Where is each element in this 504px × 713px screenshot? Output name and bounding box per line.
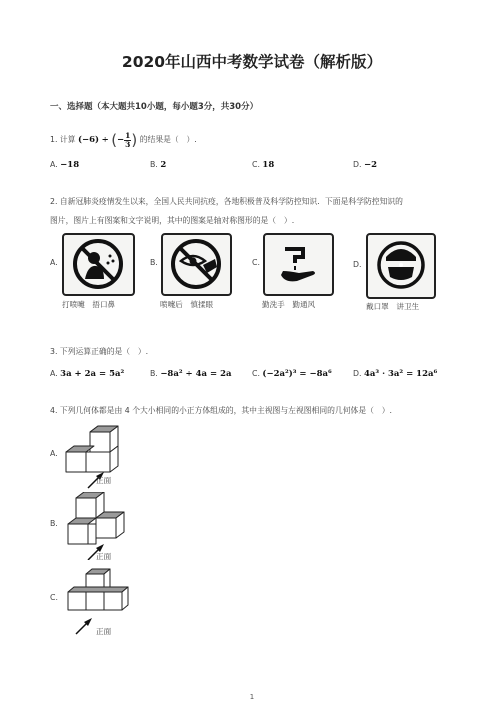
option-value: −18: [60, 160, 80, 170]
q4-front-label-c: 正面: [96, 627, 112, 636]
q2-caption-b: 喷嚏后 慎揉眼: [160, 300, 214, 309]
q1-option-c[interactable]: [252, 160, 274, 170]
q2-option-b-letter[interactable]: B.: [150, 258, 158, 267]
option-letter: C.: [252, 160, 260, 169]
wash-hands-sign: [263, 233, 334, 296]
option-value: 2: [160, 160, 167, 170]
section-heading: 一、选择题（本大题共10小题，每小题3分，共30分）: [50, 102, 259, 112]
hand-washing-icon: [265, 235, 332, 294]
q4-option-a-letter[interactable]: A.: [50, 449, 58, 458]
cube-figure-b[interactable]: [62, 492, 132, 560]
q1-expr-a: (−6): [78, 135, 100, 145]
q3-option-d[interactable]: [353, 369, 437, 379]
no-eye-rub-icon: [163, 235, 230, 294]
q2-option-d-letter[interactable]: D.: [353, 260, 362, 269]
option-value: −2: [363, 160, 378, 170]
q1-prefix: 1. 计算: [50, 135, 76, 144]
question-1: 1. 计算 (−6) ÷ (− $\frac{1}{3}$ ) 的结果是（ ）.: [50, 130, 197, 149]
option-letter: A.: [50, 160, 58, 169]
q2-line-2: 图片，图片上有图案和文字说明，其中的图案是轴对称图形的是（ ）.: [50, 216, 295, 225]
option-letter: C.: [252, 369, 260, 378]
option-letter: D.: [353, 160, 362, 169]
q1-denominator: 3: [125, 139, 131, 149]
q1-numerator: 1: [125, 130, 131, 140]
option-value: 4a³ · 3a² = 12a⁶: [363, 369, 438, 379]
q4-option-c-letter[interactable]: C.: [50, 593, 58, 602]
q2-line-1: 2. 自新冠肺炎疫情发生以来，全国人民共同抗疫，各地积极普及科学防控知识．下面是科学防控知识的: [50, 197, 403, 206]
q2-caption-a: 打喷嚏 捂口鼻: [62, 300, 116, 309]
page-number: 1: [249, 693, 255, 701]
no-sneeze-icon: [64, 235, 133, 294]
q2-option-a-letter[interactable]: A.: [50, 258, 58, 267]
q3-option-a[interactable]: [50, 369, 124, 379]
q4-option-b-letter[interactable]: B.: [50, 519, 58, 528]
q1-option-a[interactable]: [50, 160, 79, 170]
q1-option-d[interactable]: [353, 160, 377, 170]
question-4: 4. 下列几何体都是由 4 个大小相同的小正方体组成的，其中主视图与左视图相同的几何体是（ ）.: [50, 406, 392, 415]
q4-front-label-b: 正面: [96, 552, 112, 561]
face-mask-icon: [368, 235, 434, 297]
option-letter: B.: [150, 160, 158, 169]
q3-option-b[interactable]: [150, 369, 232, 379]
page-title: 2020年山西中考数学试卷（解析版）: [121, 53, 383, 71]
option-value: (−2a²)³ = −8a⁶: [262, 369, 332, 379]
q1-suffix: 的结果是（ ）.: [139, 135, 197, 144]
q2-option-c-letter[interactable]: C.: [252, 258, 260, 267]
q1-op: ÷: [101, 135, 109, 145]
option-letter: D.: [353, 369, 362, 378]
q2-caption-d: 戴口罩 讲卫生: [366, 302, 420, 311]
option-value: −8a² ÷ 4a = 2a: [160, 369, 232, 379]
option-letter: A.: [50, 369, 58, 378]
wear-mask-sign: [366, 233, 436, 299]
q4-front-label-a: 正面: [96, 476, 112, 485]
no-rub-eyes-sign: [161, 233, 232, 296]
q1-option-b[interactable]: [150, 160, 166, 170]
option-letter: B.: [150, 369, 158, 378]
q1-neg: −: [117, 135, 125, 145]
sneeze-cover-sign: [62, 233, 135, 296]
q2-caption-c: 勤洗手 勤通风: [262, 300, 316, 309]
option-value: 3a + 2a = 5a²: [60, 369, 125, 379]
option-value: 18: [262, 160, 275, 170]
question-3: 3. 下列运算正确的是（ ）.: [50, 347, 149, 356]
q3-option-c[interactable]: [252, 369, 332, 379]
